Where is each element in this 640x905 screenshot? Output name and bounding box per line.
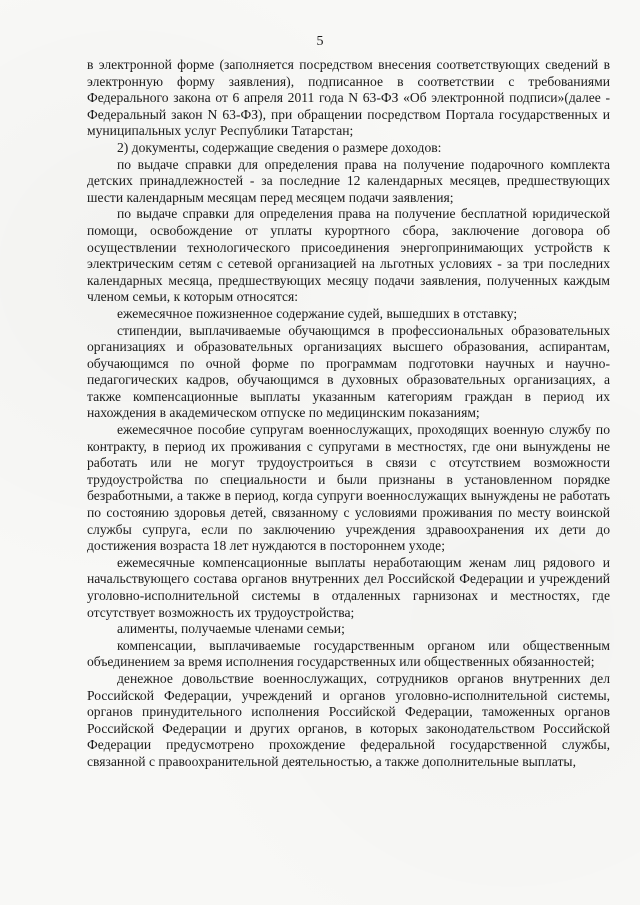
paragraph-public-duties: компенсации, выплачиваемые государственным органом или общественным объединением за время исполнения государственных или общественных обязанностей; (87, 637, 610, 670)
paragraph-military-pay: денежное довольствие военнослужащих, сотрудников органов внутренних дел Российской Федерации, учреждений и органов уголовно-исполнительной системы, органов принудительного исполнения Российской Федерации, таможенных органов Российской Федерации и других органов, в которых законодательством Российской Федерации предусмотрено прохождение федеральной государственной службы, связанной с правоохранительной деятельностью, а также дополнительные выплаты, (87, 670, 610, 769)
paragraph-legal-aid: по выдаче справки для определения права на получение бесплатной юридической помощи, освобождение от уплаты курортного сбора, заключение договора об осуществлении технологического присоединения энергопринимающих устройств к электрическим сетям с сетевой организацией на льготных условиях - за три последних календарных месяца, предшествующих месяцу подачи заявления, полученных каждым членом семьи, к которым относятся: (87, 206, 610, 305)
paragraph-alimony: алименты, получаемые членами семьи; (117, 621, 345, 637)
paragraph-judges-allowance: ежемесячное пожизненное содержание судей, вышедших в отставку; (117, 305, 518, 321)
paragraph-compensation-wives: ежемесячные компенсационные выплаты неработающим женам лиц рядового и начальствующего состава органов внутренних дел Российской Федерации и учреждений уголовно-исполнительной системы в отдаленных гарнизонах и местностях, где отсутствует возможность их трудоустройства; (87, 554, 610, 620)
page-number: 5 (316, 34, 324, 49)
paragraph-scholarships: стипендии, выплачиваемые обучающимся в профессиональных образовательных организациях и образовательных организациях высшего образования, аспирантам, обучающимся по очной форме по программам подготовки научных и научно-педагогических кадров, обучающимся в духовных образовательных организациях, а также компенсационные выплаты указанным категориям граждан в период их нахождения в академическом отпуске по медицинским показаниям; (87, 322, 610, 421)
paragraph-income-documents: 2) документы, содержащие сведения о размере доходов: (117, 139, 442, 155)
paragraph-military-spouses: ежемесячное пособие супругам военнослужащих, проходящих военную службу по контракту, в период их проживания с супругами в местностях, где они вынуждены не работать или не могут трудоустроиться в связи с отсутствием возможности трудоустройства по специальности и были признаны в установленном порядке безработными, а также в период, когда супруги военнослужащих вынуждены не работать по состоянию здоровья детей, связанному с условиями проживания по месту воинской службы супруга, если по заключению учреждения здравоохранения их дети до достижения возраста 18 лет нуждаются в постороннем уходе; (87, 422, 610, 554)
paragraph-gift-set: по выдаче справки для определения права на получение подарочного комплекта детских принадлежностей - за последние 12 календарных месяцев, предшествующих шести календарным месяцам перед месяцем подачи заявления; (87, 156, 610, 205)
paragraph-electronic-form: в электронной форме (заполняется посредством внесения соответствующих сведений в электронную форму заявления), подписанное в соответствии с требованиями Федерального закона от 6 апреля 2011 года N 63-ФЗ «Об электронной подписи»(далее - Федеральный закон N 63-ФЗ), при обращении посредством Портала государственных и муниципальных услуг Республики Татарстан; (87, 57, 610, 139)
document-body (87, 57, 610, 771)
